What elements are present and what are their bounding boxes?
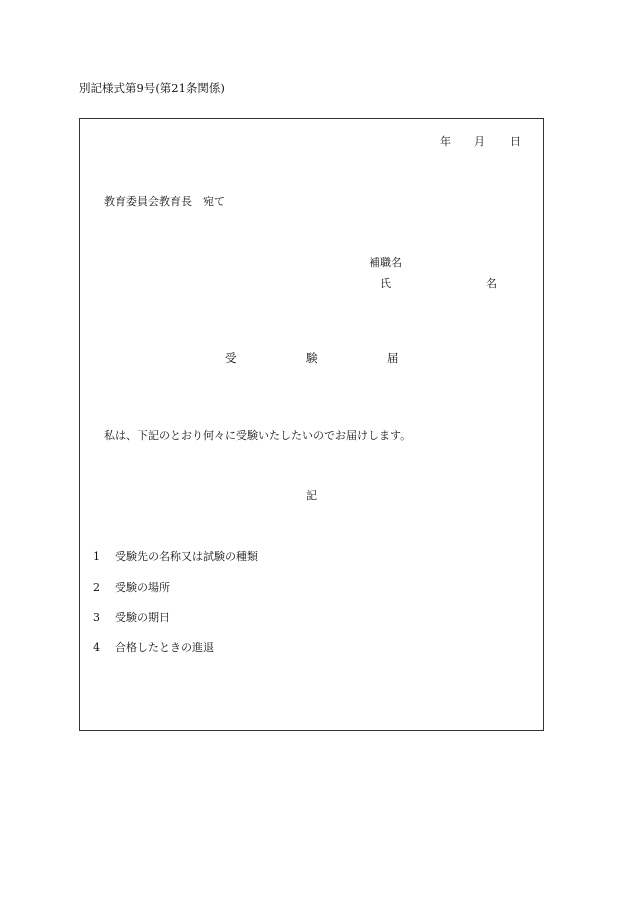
item-text: 合格したときの進退 xyxy=(115,641,214,654)
item-number: 1 xyxy=(93,550,100,563)
form-heading-char-2: 験 xyxy=(306,351,318,365)
form-box xyxy=(79,118,544,731)
item-number: 3 xyxy=(93,611,100,624)
item-number: 2 xyxy=(93,581,100,594)
item-text: 受験の期日 xyxy=(115,611,170,624)
date-day-label: 日 xyxy=(510,135,521,148)
date-month-label: 月 xyxy=(474,135,485,148)
name-label-second-char: 名 xyxy=(486,277,497,290)
form-heading-char-1: 受 xyxy=(225,351,237,365)
item-text: 受験先の名称又は試験の種類 xyxy=(115,550,258,563)
form-title: 別記様式第9号(第21条関係) xyxy=(79,81,225,95)
position-label: 補職名 xyxy=(369,256,402,269)
addressee: 教育委員会教育長 宛て xyxy=(104,195,225,208)
form-heading-char-3: 届 xyxy=(387,351,399,365)
ki-label: 記 xyxy=(306,489,317,502)
item-number: 4 xyxy=(93,641,100,654)
name-label-first-char: 氏 xyxy=(380,277,391,290)
date-year-label: 年 xyxy=(440,135,451,148)
statement-text: 私は、下記のとおり何々に受験いたしたいのでお届けします。 xyxy=(104,429,412,442)
item-text: 受験の場所 xyxy=(115,581,170,594)
